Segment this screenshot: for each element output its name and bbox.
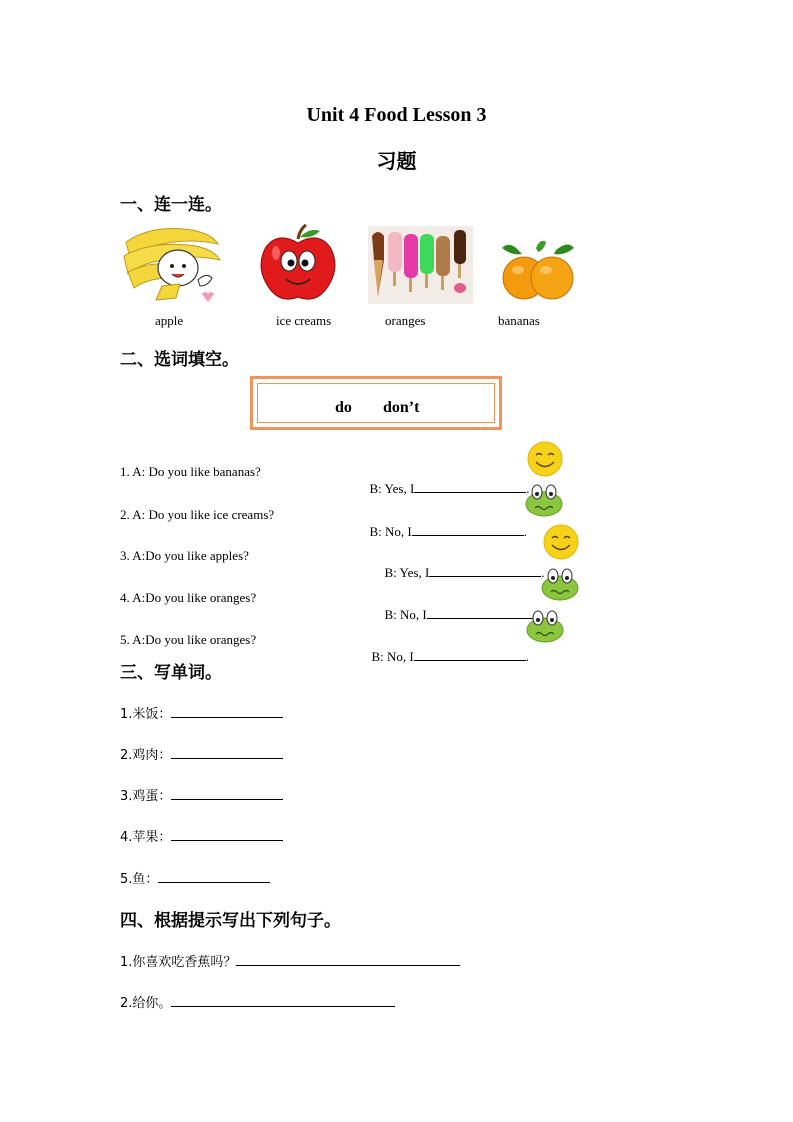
word-apple: apple (155, 313, 184, 328)
word-item-5: 5.鱼： (120, 868, 270, 887)
sentence-item-2: 2.给你。 (120, 992, 395, 1011)
word-choice-dont: don’t (383, 399, 420, 416)
question-4: 4. A:Do you like oranges? (120, 590, 257, 605)
question-1: 1. A: Do you like bananas? (120, 464, 261, 479)
sentence-item-2-blank[interactable] (171, 994, 395, 1007)
section-1-heading: 一、连一连。 (120, 195, 222, 215)
word-bananas: bananas (498, 313, 540, 328)
word-oranges: oranges (385, 313, 426, 328)
answer-3-blank[interactable] (429, 564, 541, 577)
sentence-item-1: 1.你喜欢吃香蕉吗？ (120, 951, 460, 970)
question-2: 2. A: Do you like ice creams? (120, 507, 275, 522)
oranges-icon (500, 238, 576, 304)
word-choice-do: do (335, 399, 352, 416)
word-item-3-blank[interactable] (171, 787, 283, 800)
answer-2-blank[interactable] (412, 523, 524, 536)
word-item-1: 1.米饭： (120, 703, 283, 722)
ice-cream-bars-icon (368, 226, 473, 304)
word-item-3: 3.鸡蛋： (120, 785, 283, 804)
sentence-item-1-blank[interactable] (236, 953, 460, 966)
smiley-face-icon (542, 523, 580, 566)
answer-1: B: Yes, I . (369, 481, 530, 496)
frown-face-icon (525, 480, 563, 523)
word-item-5-blank[interactable] (158, 870, 270, 883)
word-choice-box (250, 376, 502, 430)
word-item-2-blank[interactable] (171, 746, 283, 759)
answer-4: B: No, I (378, 590, 542, 623)
page-subtitle: 习题 (376, 149, 417, 173)
answer-5: B: No, I . (371, 649, 529, 664)
answer-1-blank[interactable] (414, 480, 526, 493)
word-item-4: 4.苹果： (120, 826, 283, 845)
section-4-heading: 四、根据提示写出下列句子。 (120, 911, 341, 931)
section-2-heading: 二、选词填空。 (120, 350, 239, 370)
word-ice-creams: ice creams (276, 313, 332, 328)
question-3: 3. A:Do you like apples? (120, 548, 249, 563)
answer-2: B: No, I . (369, 524, 527, 539)
apple-character-icon (258, 225, 338, 303)
frown-face-icon (526, 606, 564, 649)
word-item-2: 2.鸡肉： (120, 744, 283, 763)
banana-character-icon (122, 222, 222, 304)
answer-4-blank[interactable] (427, 606, 539, 619)
word-item-4-blank[interactable] (171, 828, 283, 841)
frown-face-icon (541, 564, 579, 607)
answer-3: B: Yes, I . (384, 565, 545, 580)
word-item-1-blank[interactable] (171, 705, 283, 718)
answer-5-blank[interactable] (414, 648, 526, 661)
section-3-heading: 三、写单词。 (120, 663, 222, 683)
question-5: 5. A:Do you like oranges? (120, 632, 257, 647)
smiley-face-icon (526, 440, 564, 483)
page-title: Unit 4 Food Lesson 3 (306, 104, 487, 126)
